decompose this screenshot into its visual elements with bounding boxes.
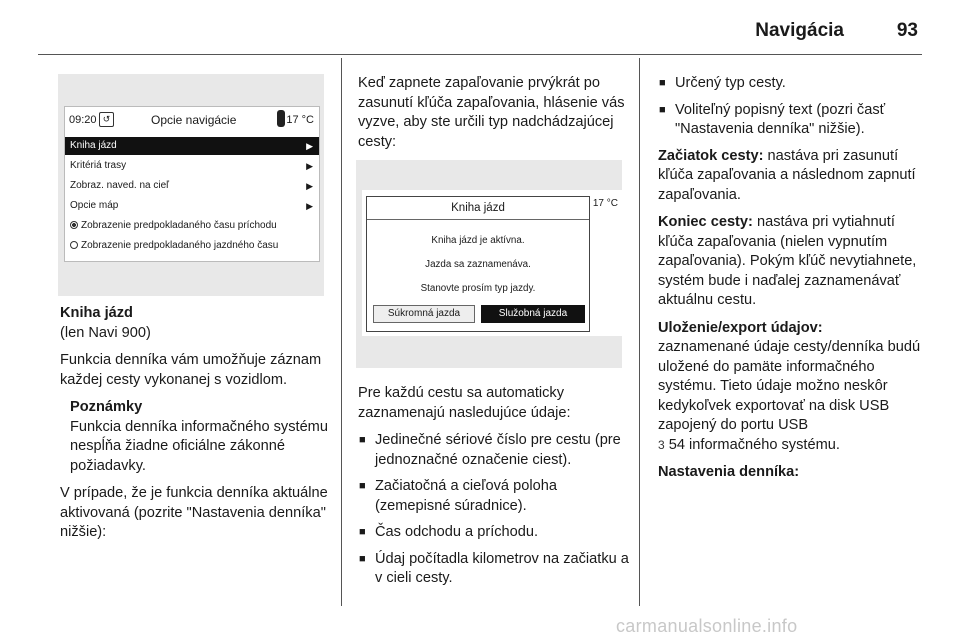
screen-status-bar <box>65 107 319 133</box>
note-text: Funkcia denníka informačného systému nespĺňa žiadne oficiálne zákonné požiadavky. <box>70 418 328 474</box>
column-divider-2 <box>639 58 640 606</box>
term-save-export: Uloženie/export údajov: <box>658 319 823 336</box>
definition-text: zaznamenané údaje cesty/denníka budú uložené do pamäte informačného systému. Tieto údaje možno neskôr kedykoľvek exportovať na disk USB zapojený do portu USB <box>658 339 921 433</box>
reference-text: 54 informačného systému. <box>664 436 840 453</box>
screen-title: Opcie navigácie <box>151 113 237 127</box>
screen-temperature: 17 °C <box>286 114 314 126</box>
paragraph-trip-end <box>658 213 930 311</box>
menu-item-guidance-display <box>65 177 319 195</box>
thermometer-icon <box>277 110 285 127</box>
section-subheading: (len Navi 900) <box>60 324 151 341</box>
page-number: 93 <box>896 20 918 41</box>
navigation-options-screen <box>64 106 320 262</box>
page-header-title: Navigácia <box>755 20 844 41</box>
column-2 <box>358 74 630 160</box>
chevron-right-icon: ▶ <box>306 201 313 211</box>
section-heading-trip-log: Kniha jázd <box>60 305 133 321</box>
list-item: ■ Určený typ cesty. <box>658 74 930 94</box>
note-block <box>70 398 330 476</box>
private-trip-button: Súkromná jazda <box>373 305 475 323</box>
recorded-data-list <box>358 431 630 589</box>
chevron-right-icon: ▶ <box>306 161 313 171</box>
recorded-data-list-continued <box>658 74 930 140</box>
column-2-lower <box>358 384 630 596</box>
menu-item-label: Opcie máp <box>70 200 119 211</box>
list-item: ■ Voliteľný popisný text (pozri časť "Nastavenia denníka" nižšie). <box>658 101 930 140</box>
list-item: ■ Čas odchodu a príchodu. <box>358 523 630 543</box>
paragraph-active: V prípade, že je funkcia denníka aktuálne aktivovaná (pozrite "Nastavenia denníka" nižšie): <box>60 485 328 540</box>
radio-option-driving-time <box>65 237 319 255</box>
watermark: carmanualsonline.info <box>616 616 798 636</box>
paragraph-trip-start <box>658 147 930 206</box>
paragraph-save-export <box>658 338 930 455</box>
header-divider <box>38 54 922 55</box>
term-trip-end: Koniec cesty: <box>658 214 753 230</box>
back-icon: ↺ <box>99 112 114 127</box>
paragraph-recorded-data: Pre každú cestu sa automaticky zaznamenajú nasledujúce údaje: <box>358 385 571 421</box>
radio-label: Zobrazenie predpokladaného jazdného času <box>81 240 279 251</box>
radio-option-arrival-time <box>65 217 319 235</box>
chevron-right-icon: ▶ <box>306 181 313 191</box>
list-item: ■ Údaj počítadla kilometrov na začiatku a v cieli cesty. <box>358 550 630 589</box>
definition-text: nastáva pri vytiahnutí kľúča zapaľovania (nielen vypnutím zapaľovania). Pokým kľúč nevytiahnete, systém bude i naďalej zaznamenávať aktuálnu cestu. <box>658 214 917 308</box>
term-trip-start: Začiatok cesty: <box>658 147 764 164</box>
screen-temperature: 17 °C <box>592 198 618 209</box>
column-1 <box>60 304 330 551</box>
trip-log-figure <box>356 160 622 368</box>
menu-item-label: Kritériá trasy <box>70 160 127 171</box>
dialog-title: Kniha jázd <box>367 197 589 220</box>
list-item: ■ Jedinečné sériové číslo pre cestu (pre jednoznačné označenie ciest). <box>358 431 630 470</box>
column-3 <box>658 74 930 483</box>
paragraph-intro: Funkcia denníka vám umožňuje záznam každej cesty vykonanej s vozidlom. <box>60 352 322 388</box>
paragraph-ignition: Keď zapnete zapaľovanie prvýkrát po zasunutí kľúča zapaľovania, hlásenie vás vyzve, aby ste určili typ nadchádzajúcej cesty: <box>358 75 625 150</box>
dialog-line-recording: Jazda sa zaznamenáva. <box>425 259 531 270</box>
radio-unselected-icon <box>70 241 78 249</box>
menu-item-label: Kniha jázd <box>70 140 117 151</box>
list-item: ■ Začiatočná a cieľová poloha (zemepisné súradnice). <box>358 477 630 516</box>
note-title: Poznámky <box>70 399 143 415</box>
navigation-options-figure <box>58 74 324 296</box>
business-trip-button: Služobná jazda <box>481 305 585 323</box>
section-heading-log-settings: Nastavenia denníka: <box>658 464 800 480</box>
chevron-right-icon: ▶ <box>306 141 313 151</box>
dialog-line-prompt: Stanovte prosím typ jazdy. <box>420 283 536 294</box>
column-divider-1 <box>341 58 342 606</box>
radio-label: Zobrazenie predpokladaného času príchodu <box>81 220 277 231</box>
dialog-line-active: Kniha jázd je aktívna. <box>431 235 525 246</box>
trip-log-dialog <box>366 196 590 332</box>
radio-selected-icon <box>70 221 78 229</box>
menu-item-route-criteria <box>65 157 319 175</box>
menu-item-label: Zobraz. naved. na cieľ <box>70 180 170 191</box>
definition-text: nastáva pri zasunutí kľúča zapaľovania a následnom zapnutí zapaľovania. <box>658 147 916 203</box>
menu-item-trip-log <box>65 137 319 155</box>
reference-arrow-icon: 3 <box>658 437 665 452</box>
screen-clock: 09:20 <box>69 114 97 126</box>
trip-log-screen <box>362 190 622 336</box>
menu-item-map-options <box>65 197 319 215</box>
